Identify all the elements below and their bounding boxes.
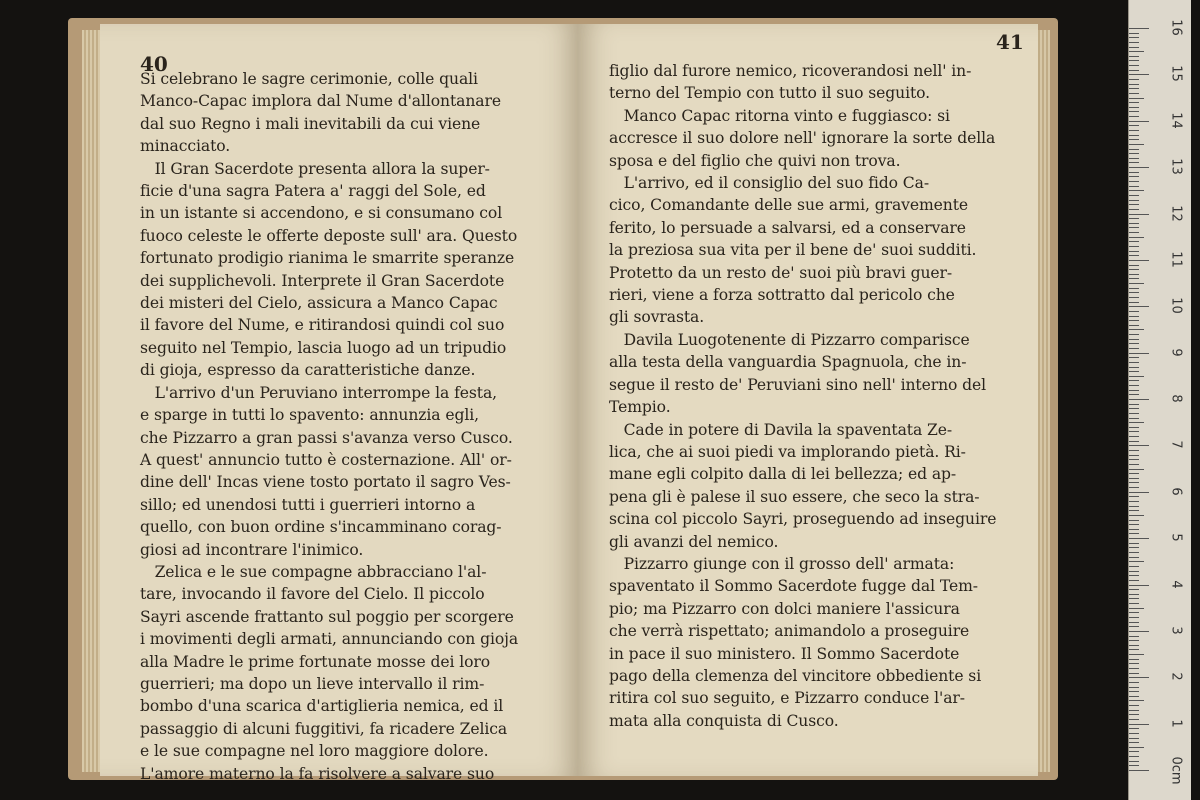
ruler-tick: [1129, 668, 1139, 669]
ruler-tick: [1129, 626, 1139, 627]
left_page-text-line: giosi ad incontrare l'inimico.: [140, 540, 364, 559]
ruler-tick: [1129, 696, 1139, 697]
ruler-tick: [1129, 524, 1139, 525]
right_page-text-line: cico, Comandante delle sue armi, gravemente: [609, 196, 969, 215]
ruler-tick: [1129, 765, 1139, 766]
ruler-tick: [1129, 274, 1139, 275]
ruler-tick: [1129, 334, 1139, 335]
left_page-text-line: e sparge in tutti lo spavento: annunzia egli,: [140, 406, 479, 425]
ruler-tick: [1129, 631, 1149, 632]
ruler-tick: [1129, 260, 1149, 261]
ruler-label: 14: [1168, 111, 1184, 129]
ruler-tick: [1129, 431, 1139, 432]
ruler-tick: [1129, 742, 1139, 743]
left_page-text-line: A quest' annuncio tutto è costernazione. All' or-: [140, 450, 512, 469]
ruler-tick: [1129, 552, 1139, 553]
ruler-tick: [1129, 227, 1139, 228]
left_page-text-line: in un istante si accendono, e si consumano col: [140, 204, 503, 223]
left_page-text-line: minacciato.: [140, 137, 231, 156]
ruler-tick: [1129, 51, 1144, 52]
right_page-text-line: Protetto da un resto de' suoi più bravi guer-: [609, 263, 953, 282]
ruler-tick: [1129, 371, 1139, 372]
ruler-tick: [1129, 408, 1139, 409]
ruler-tick: [1129, 636, 1139, 637]
ruler-tick: [1129, 390, 1139, 391]
measurement-ruler: [1128, 0, 1191, 800]
ruler-tick: [1129, 547, 1139, 548]
ruler-tick: [1129, 649, 1139, 650]
left_page-text-line: bombo d'una scarica d'artiglieria nemica, ed il: [140, 697, 504, 716]
ruler-tick: [1129, 533, 1139, 534]
ruler-tick: [1129, 121, 1149, 122]
ruler-tick: [1129, 209, 1139, 210]
ruler-tick: [1129, 353, 1149, 354]
ruler-tick: [1129, 724, 1149, 725]
right-page-edges: [1036, 30, 1050, 772]
ruler-tick: [1129, 529, 1139, 530]
ruler-tick: [1129, 738, 1139, 739]
ruler-tick: [1129, 566, 1139, 567]
right_page-text-line: sposa e del figlio che quivi non trova.: [609, 151, 901, 170]
ruler-tick: [1129, 74, 1149, 75]
ruler-tick: [1129, 200, 1139, 201]
left_page-text-line: il favore del Nume, e ritirandosi quindi col suo: [140, 316, 505, 335]
right_page-text-line: segue il resto de' Peruviani sino nell' interno del: [609, 375, 987, 394]
ruler-tick: [1129, 111, 1139, 112]
ruler-tick: [1129, 283, 1144, 284]
ruler-tick: [1129, 691, 1139, 692]
ruler-tick: [1129, 677, 1149, 678]
ruler-tick: [1129, 302, 1139, 303]
ruler-tick: [1129, 278, 1139, 279]
ruler-tick: [1129, 459, 1139, 460]
ruler-tick: [1129, 492, 1149, 493]
ruler-tick: [1129, 747, 1144, 748]
ruler-label: 5: [1168, 533, 1184, 542]
ruler-label: 1: [1168, 718, 1184, 728]
right_page-text-line: scina col piccolo Sayri, proseguendo ad inseguire: [609, 510, 997, 529]
ruler-tick: [1129, 33, 1139, 34]
ruler-tick: [1129, 654, 1144, 655]
ruler-tick: [1129, 269, 1139, 270]
ruler-tick: [1129, 144, 1144, 145]
ruler-tick: [1129, 288, 1139, 289]
right_page-text-line: lica, che ai suoi piedi va implorando pietà. Ri-: [609, 442, 966, 461]
left-page-number: 40: [140, 52, 168, 76]
ruler-tick: [1129, 441, 1139, 442]
ruler-label: 12: [1168, 204, 1184, 222]
ruler-tick: [1129, 482, 1139, 483]
ruler-label: 4: [1168, 579, 1184, 589]
ruler-tick: [1129, 357, 1139, 358]
right_page-text-line: rieri, viene a forza sottratto dal pericolo che: [609, 286, 955, 305]
ruler-tick: [1129, 348, 1139, 349]
ruler-tick: [1129, 79, 1139, 80]
right_page-text-line: accresce il suo dolore nell' ignorare la sorte della: [609, 129, 996, 148]
ruler-tick: [1129, 608, 1144, 609]
left_page-text-line: e le sue compagne nel loro maggiore dolore.: [140, 742, 489, 761]
ruler-tick: [1129, 705, 1139, 706]
ruler-tick: [1129, 464, 1139, 465]
ruler-tick: [1129, 246, 1139, 247]
left_page-text-line: tare, invocando il favore del Cielo. Il piccolo: [140, 585, 485, 604]
ruler-tick: [1129, 687, 1139, 688]
ruler-tick: [1129, 733, 1139, 734]
right-page-number: 41: [996, 30, 1024, 54]
ruler-tick: [1129, 297, 1139, 298]
ruler-tick: [1129, 204, 1139, 205]
ruler-tick: [1129, 515, 1144, 516]
ruler-tick: [1129, 557, 1139, 558]
ruler-tick: [1129, 663, 1139, 664]
ruler-tick: [1129, 214, 1149, 215]
right_page-text-line: Pizzarro giunge con il grosso dell' armata:: [609, 554, 955, 573]
ruler-tick: [1129, 612, 1139, 613]
ruler-tick: [1129, 56, 1139, 57]
left_page-text-line: L'arrivo d'un Peruviano interrompe la festa,: [140, 383, 498, 402]
right_page-text-line: la preziosa sua vita per il bene de' suoi sudditi.: [609, 241, 977, 260]
ruler-tick: [1129, 496, 1139, 497]
ruler-tick: [1129, 571, 1139, 572]
right_page-text-line: ferito, lo persuade a salvarsi, ed a conservare: [609, 218, 966, 237]
ruler-tick: [1129, 598, 1139, 599]
ruler-tick: [1129, 380, 1139, 381]
ruler-tick: [1129, 645, 1139, 646]
ruler-tick: [1129, 65, 1139, 66]
left_page-text-line: ficie d'una sagra Patera a' raggi del Sole, ed: [140, 182, 486, 201]
right_page-text-line: pena gli è palese il suo essere, che seco la stra-: [609, 487, 980, 506]
right_page-text-line: che verrà rispettato; animandolo a proseguire: [609, 622, 970, 641]
ruler-tick: [1129, 473, 1139, 474]
right-page-text: [609, 60, 996, 732]
ruler-tick: [1129, 167, 1149, 168]
ruler-tick: [1129, 311, 1139, 312]
ruler-label: 16: [1168, 19, 1184, 36]
left-page-edges: [82, 30, 102, 772]
ruler-label: 0cm: [1168, 756, 1184, 785]
ruler-tick: [1129, 181, 1139, 182]
ruler-tick: [1129, 153, 1139, 154]
ruler-label: 7: [1168, 440, 1184, 450]
ruler-tick: [1129, 186, 1139, 187]
ruler-tick: [1129, 70, 1139, 71]
right_page-text-line: spaventato il Sommo Sacerdote fugge dal Tem-: [609, 577, 978, 596]
ruler-tick: [1129, 427, 1139, 428]
ruler-tick: [1129, 561, 1144, 562]
left_page-text-line: fuoco celeste le offerte deposte sull' ara. Questo: [140, 226, 518, 245]
ruler-tick: [1129, 241, 1139, 242]
ruler-tick: [1129, 770, 1149, 771]
ruler-tick: [1129, 102, 1139, 103]
ruler-tick: [1129, 292, 1139, 293]
ruler-tick: [1129, 728, 1139, 729]
ruler-tick: [1129, 42, 1139, 43]
ruler-tick: [1129, 162, 1139, 163]
left_page-text-line: guerrieri; ma dopo un lieve intervallo il rim-: [140, 674, 485, 693]
ruler-tick: [1129, 139, 1139, 140]
ruler-tick: [1129, 714, 1139, 715]
left_page-text-line: seguito nel Tempio, lascia luogo ad un tripudio: [140, 338, 507, 357]
ruler-tick: [1129, 325, 1139, 326]
left_page-text-line: alla Madre le prime fortunate mosse dei loro: [140, 652, 491, 671]
right_page-text-line: gli avanzi del nemico.: [609, 532, 779, 551]
ruler-tick: [1129, 385, 1139, 386]
ruler-label: 11: [1168, 251, 1184, 268]
ruler-tick: [1129, 362, 1139, 363]
left_page-text-line: Sayri ascende frattanto sul poggio per scorgere: [140, 607, 514, 626]
ruler-tick: [1129, 594, 1139, 595]
ruler-label: 2: [1168, 672, 1184, 681]
ruler-label: 6: [1168, 487, 1184, 496]
ruler-label: 15: [1168, 65, 1184, 83]
ruler-tick: [1129, 93, 1139, 94]
ruler-tick: [1129, 520, 1139, 521]
ruler-tick: [1129, 223, 1139, 224]
ruler-label: 8: [1168, 394, 1184, 403]
ruler-tick: [1129, 376, 1144, 377]
ruler-tick: [1129, 135, 1139, 136]
left_page-text-line: i movimenti degli armati, annunciando con gioja: [140, 630, 519, 649]
left_page-text-line: Manco-Capac implora dal Nume d'allontanare: [140, 92, 501, 111]
ruler-tick: [1129, 622, 1139, 623]
ruler-tick: [1129, 682, 1139, 683]
ruler-tick: [1129, 125, 1139, 126]
left_page-text-line: di gioja, espresso da caratteristiche danze.: [140, 361, 476, 380]
ruler-tick: [1129, 673, 1139, 674]
ruler-tick: [1129, 255, 1139, 256]
ruler-tick: [1129, 700, 1144, 701]
ruler-tick: [1129, 84, 1139, 85]
right_page-text-line: L'arrivo, ed il consiglio del suo fido Ca-: [609, 174, 929, 193]
left_page-text-line: Il Gran Sacerdote presenta allora la super-: [140, 159, 490, 178]
right_page-text-line: Manco Capac ritorna vinto e fuggiasco: si: [609, 106, 950, 125]
right_page-text-line: figlio dal furore nemico, ricoverandosi nell' in-: [609, 62, 972, 80]
left_page-text-line: fortunato prodigio rianima le smarrite speranze: [140, 249, 515, 268]
ruler-tick: [1129, 320, 1139, 321]
ruler-tick: [1129, 190, 1144, 191]
left_page-text-line: dal suo Regno i mali inevitabili da cui viene: [140, 114, 481, 133]
ruler-tick: [1129, 580, 1139, 581]
ruler-tick: [1129, 158, 1139, 159]
ruler-tick: [1129, 761, 1139, 762]
left_page-text-line: sillo; ed unendosi tutti i guerrieri intorno a: [140, 495, 476, 514]
left_page-text-line: Si celebrano le sagre cerimonie, colle quali: [140, 70, 478, 88]
ruler-label: 10: [1168, 297, 1184, 315]
ruler-tick: [1129, 404, 1139, 405]
ruler-tick: [1129, 640, 1139, 641]
ruler-tick: [1129, 506, 1139, 507]
right_page-text-line: terno del Tempio con tutto il suo seguito.: [609, 84, 931, 103]
ruler-tick: [1129, 751, 1139, 752]
ruler-tick: [1129, 510, 1139, 511]
ruler-tick: [1129, 343, 1139, 344]
ruler-tick: [1129, 418, 1139, 419]
ruler-tick: [1129, 98, 1144, 99]
ruler-tick: [1129, 710, 1139, 711]
ruler-tick: [1129, 394, 1139, 395]
ruler-tick: [1129, 543, 1139, 544]
ruler-tick: [1129, 413, 1139, 414]
ruler-tick: [1129, 585, 1149, 586]
ruler-tick: [1129, 130, 1139, 131]
ruler-tick: [1129, 575, 1139, 576]
left_page-text-line: Zelica e le sue compagne abbracciano l'al-: [140, 562, 487, 581]
ruler-label: 13: [1168, 158, 1184, 175]
right_page-text-line: Tempio.: [609, 398, 671, 417]
ruler-tick: [1129, 422, 1144, 423]
ruler-tick: [1129, 251, 1139, 252]
right_page-text-line: mane egli colpito dalla di lei bellezza; ed ap-: [609, 465, 957, 484]
right_page-text-line: pio; ma Pizzarro con dolci maniere l'assicura: [609, 599, 960, 618]
ruler-tick: [1129, 28, 1149, 29]
right_page-text-line: gli sovrasta.: [609, 308, 705, 327]
ruler-tick: [1129, 306, 1149, 307]
ruler-tick: [1129, 218, 1139, 219]
right_page-text-line: ritira col suo seguito, e Pizzarro conduce l'ar-: [609, 689, 965, 708]
ruler-tick: [1129, 659, 1139, 660]
left_page-text-line: che Pizzarro a gran passi s'avanza verso Cusco.: [140, 428, 513, 447]
left_page-text-line: L'amore materno la fa risolvere a salvare suo: [140, 764, 495, 783]
left_page-text-line: passaggio di alcuni fuggitivi, fa ricadere Zelica: [140, 719, 508, 738]
right_page-text-line: Cade in potere di Davila la spaventata Ze-: [609, 420, 953, 439]
ruler-tick: [1129, 436, 1139, 437]
ruler-tick: [1129, 172, 1139, 173]
right_page-text-line: mata alla conquista di Cusco.: [609, 711, 839, 730]
ruler-tick: [1129, 47, 1139, 48]
ruler-tick: [1129, 116, 1139, 117]
ruler-tick: [1129, 538, 1149, 539]
ruler-tick: [1129, 603, 1139, 604]
ruler-tick: [1129, 339, 1139, 340]
ruler-tick: [1129, 589, 1139, 590]
ruler-tick: [1129, 450, 1139, 451]
right_page-text-line: alla testa della vanguardia Spagnuola, che in-: [609, 353, 967, 372]
ruler-tick: [1129, 316, 1139, 317]
left_page-text-line: quello, con buon ordine s'incamminano corag-: [140, 518, 502, 537]
ruler-tick: [1129, 329, 1144, 330]
left-page-text: [140, 68, 518, 785]
ruler-tick: [1129, 88, 1139, 89]
ruler-tick: [1129, 237, 1144, 238]
right_page-text-line: Davila Luogotenente di Pizzarro comparisce: [609, 330, 970, 349]
ruler-tick: [1129, 232, 1139, 233]
ruler-tick: [1129, 478, 1139, 479]
ruler-tick: [1129, 756, 1139, 757]
left_page-text-line: dine dell' Incas viene tosto portato il sagro Ves-: [140, 473, 511, 492]
ruler-tick: [1129, 617, 1139, 618]
ruler-label: 9: [1168, 347, 1184, 357]
ruler-tick: [1129, 469, 1144, 470]
ruler-tick: [1129, 501, 1139, 502]
ruler-tick: [1129, 367, 1139, 368]
left_page-text-line: dei misteri del Cielo, assicura a Manco Capac: [140, 294, 498, 313]
ruler-tick: [1129, 37, 1139, 38]
ruler-tick: [1129, 176, 1139, 177]
right_page-text-line: in pace il suo ministero. Il Sommo Sacerdote: [609, 644, 960, 663]
right_page-text-line: pago della clemenza del vincitore obbediente si: [609, 666, 982, 685]
ruler-tick: [1129, 399, 1149, 400]
left_page-text-line: dei supplichevoli. Interprete il Gran Sacerdote: [140, 271, 505, 290]
ruler-tick: [1129, 719, 1139, 720]
ruler-tick: [1129, 60, 1139, 61]
ruler-tick: [1129, 195, 1139, 196]
ruler-tick: [1129, 107, 1139, 108]
ruler-tick: [1129, 445, 1149, 446]
ruler-tick: [1129, 265, 1139, 266]
ruler-tick: [1129, 455, 1139, 456]
ruler-tick: [1129, 487, 1139, 488]
ruler-label: 3: [1168, 626, 1184, 635]
ruler-tick: [1129, 149, 1139, 150]
